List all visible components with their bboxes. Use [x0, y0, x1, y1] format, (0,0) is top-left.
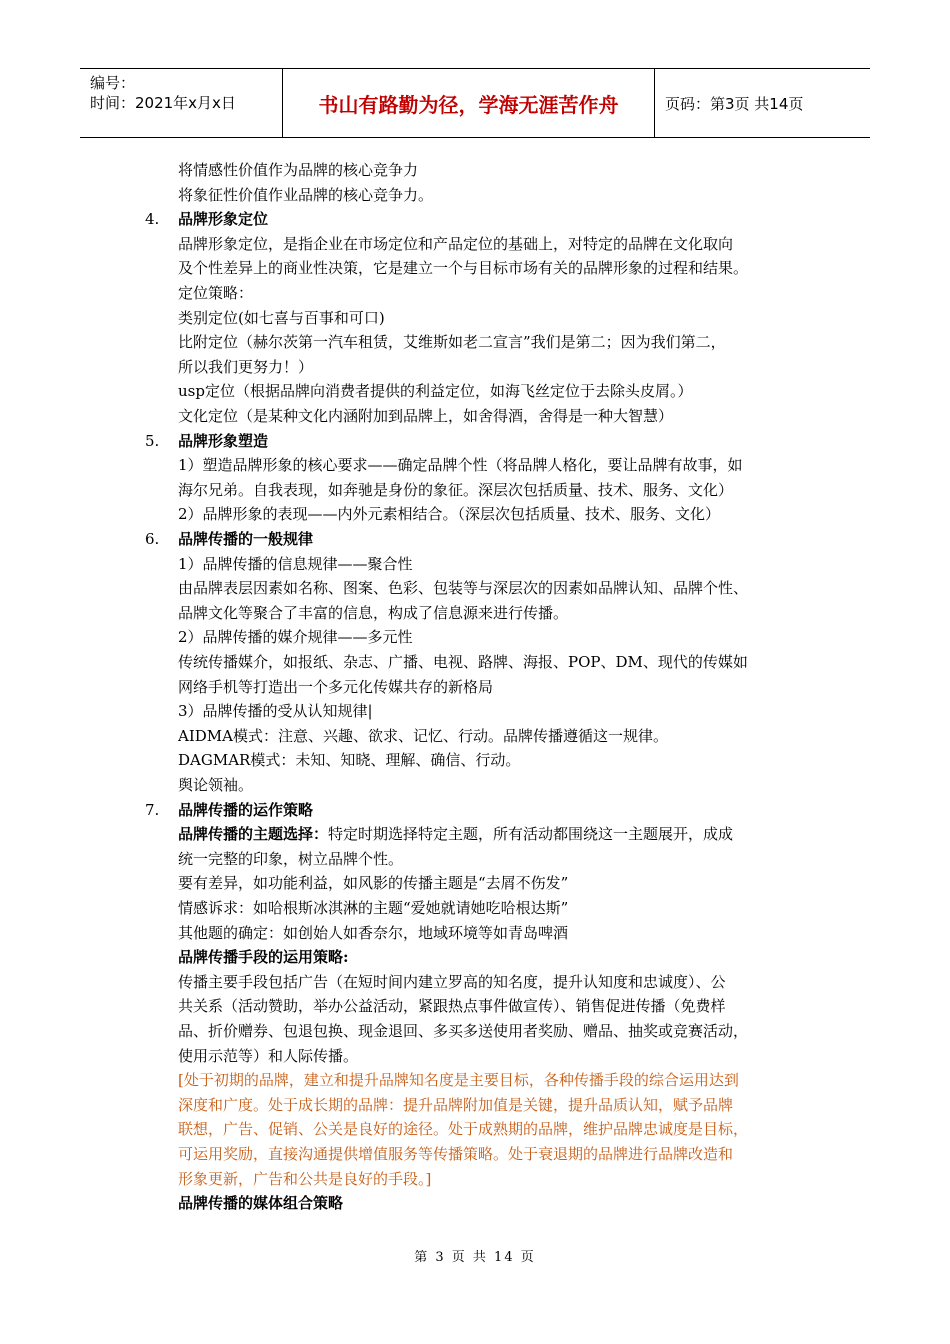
body-line: 文化定位（是某种文化内涵附加到品牌上，如舍得酒，舍得是一种大智慧）: [178, 407, 674, 425]
body-line: 品牌形象定位，是指企业在市场定位和产品定位的基础上，对特定的品牌在文化取向: [178, 234, 734, 253]
header-meta: [80, 69, 283, 137]
body-line: DAGMAR模式：未知、知晓、理解、确信、行动。: [178, 751, 521, 770]
body-line: 可运用奖励，直接沟通提供增值服务等传播策略。处于衰退期的品牌进行品牌改造和: [178, 1145, 734, 1163]
section-heading: 品牌传播的一般规律: [178, 530, 314, 548]
body-line: 所以我们更努力！）: [178, 357, 314, 376]
section-heading: 品牌形象定位: [178, 210, 269, 229]
header-motto: 书山有路勤为径，学海无涯苦作舟: [283, 69, 655, 137]
line-text: 特定时期选择特定主题，所有活动都围绕这一主题展开，成成: [328, 825, 734, 844]
body-line: AIDMA模式：注意、兴趣、欲求、记忆、行动。品牌传播遵循这一规律。: [178, 726, 668, 745]
body-line: 将情感性价值作为品牌的核心竞争力: [178, 161, 419, 179]
body-line: 类别定位(如七喜与百事和可口): [178, 308, 385, 327]
section-heading: 品牌传播手段的运用策略:: [178, 948, 349, 967]
body-line: [178, 822, 828, 846]
body-line: 1）塑造品牌形象的核心要求——确定品牌个性（将品牌人格化，要让品牌有故事，如: [178, 456, 743, 475]
body-line: 传统传播媒介，如报纸、杂志、广播、电视、路牌、海报、POP、DM、现代的传媒如: [178, 653, 748, 671]
section-heading: 品牌传播的运作策略: [178, 800, 314, 819]
body-line: 将象征性价值作业品牌的核心竞争力。: [178, 185, 434, 204]
body-line: 1）品牌传播的信息规律——聚合性: [178, 554, 413, 573]
body-line: 形象更新，广告和公共是良好的手段。]: [178, 1169, 432, 1188]
body-line: 使用示范等）和人际传播。: [178, 1046, 359, 1065]
body-line: 联想，广告、促销、公关是良好的途径。处于成熟期的品牌，维护品牌忠诚度是目标，: [178, 1120, 749, 1139]
section-number: 6.: [145, 530, 160, 548]
body-line: 定位策略：: [178, 284, 254, 302]
header-page-info: 页码：第3页 共14页: [665, 94, 804, 113]
section-heading: 品牌形象塑造: [178, 431, 269, 450]
section-number: 4.: [145, 210, 160, 229]
body-line: 传播主要手段包括广告（在短时间内建立罗高的知名度，提升认知度和忠诚度）、公: [178, 972, 726, 991]
body-line: 品牌文化等聚合了丰富的信息，构成了信息源来进行传播。: [178, 603, 569, 622]
body-line: 舆论领袖。: [178, 776, 254, 794]
body-line: 由品牌表层因素如名称、图案、色彩、包装等与深层次的因素如品牌认知、品牌个性、: [178, 579, 749, 598]
body-line: 及个性差异上的商业性决策，它是建立一个与目标市场有关的品牌形象的过程和结果。: [178, 259, 749, 278]
body-line: 网络手机等打造出一个多元化传媒共存的新格局: [178, 677, 494, 696]
body-line: 要有差异，如功能利益，如风影的传播主题是“去屑不伤发”: [178, 874, 569, 893]
body-line: 共关系（活动赞助，举办公益活动，紧跟热点事件做宣传）、销售促进传播（免费样: [178, 997, 726, 1016]
body-line: 情感诉求：如哈根斯冰淇淋的主题“爱她就请她吃哈根达斯”: [178, 899, 569, 917]
body-line: 3）品牌传播的受从认知规律|: [178, 702, 373, 721]
section-number: 7.: [145, 800, 160, 819]
body-line: 统一完整的印象，树立品牌个性。: [178, 849, 404, 868]
section-number: 5.: [145, 431, 160, 450]
lead-phrase: 品牌传播的主题选择：: [178, 825, 329, 844]
section-heading: 品牌传播的媒体组合策略: [178, 1194, 344, 1213]
body-line: 比附定位（赫尔茨第一汽车租赁，艾维斯如老二宣言”我们是第二；因为我们第二，: [178, 333, 726, 352]
body-line: 2）品牌形象的表现——内外元素相结合。（深层次包括质量、技术、服务、文化）: [178, 505, 721, 524]
body-line: 其他题的确定：如创始人如香奈尔，地域环境等如青岛啤酒: [178, 923, 569, 942]
body-line: 深度和广度。处于成长期的品牌：提升品牌附加值是关键，提升品质认知，赋予品牌: [178, 1095, 734, 1114]
body-line: 2）品牌传播的媒介规律——多元性: [178, 628, 413, 647]
body-line: [处于初期的品牌，建立和提升品牌知名度是主要目标，各种传播手段的综合运用达到: [178, 1071, 739, 1090]
page-header: [80, 68, 870, 138]
body-line: 海尔兄弟。自我表现，如奔驰是身份的象征。深层次包括质量、技术、服务、文化）: [178, 480, 734, 499]
body-line: usp定位（根据品牌向消费者提供的利益定位，如海飞丝定位于去除头皮屑。）: [178, 382, 693, 401]
body-line: 品、折价赠券、包退包换、现金退回、多买多送使用者奖励、赠品、抽奖或竞赛活动，: [178, 1022, 749, 1040]
doc-number-label: 编号：: [90, 74, 136, 92]
page-footer: 第 3 页 共 14 页: [414, 1250, 536, 1265]
doc-date-label: 时间：2021年x月x日: [90, 94, 236, 112]
